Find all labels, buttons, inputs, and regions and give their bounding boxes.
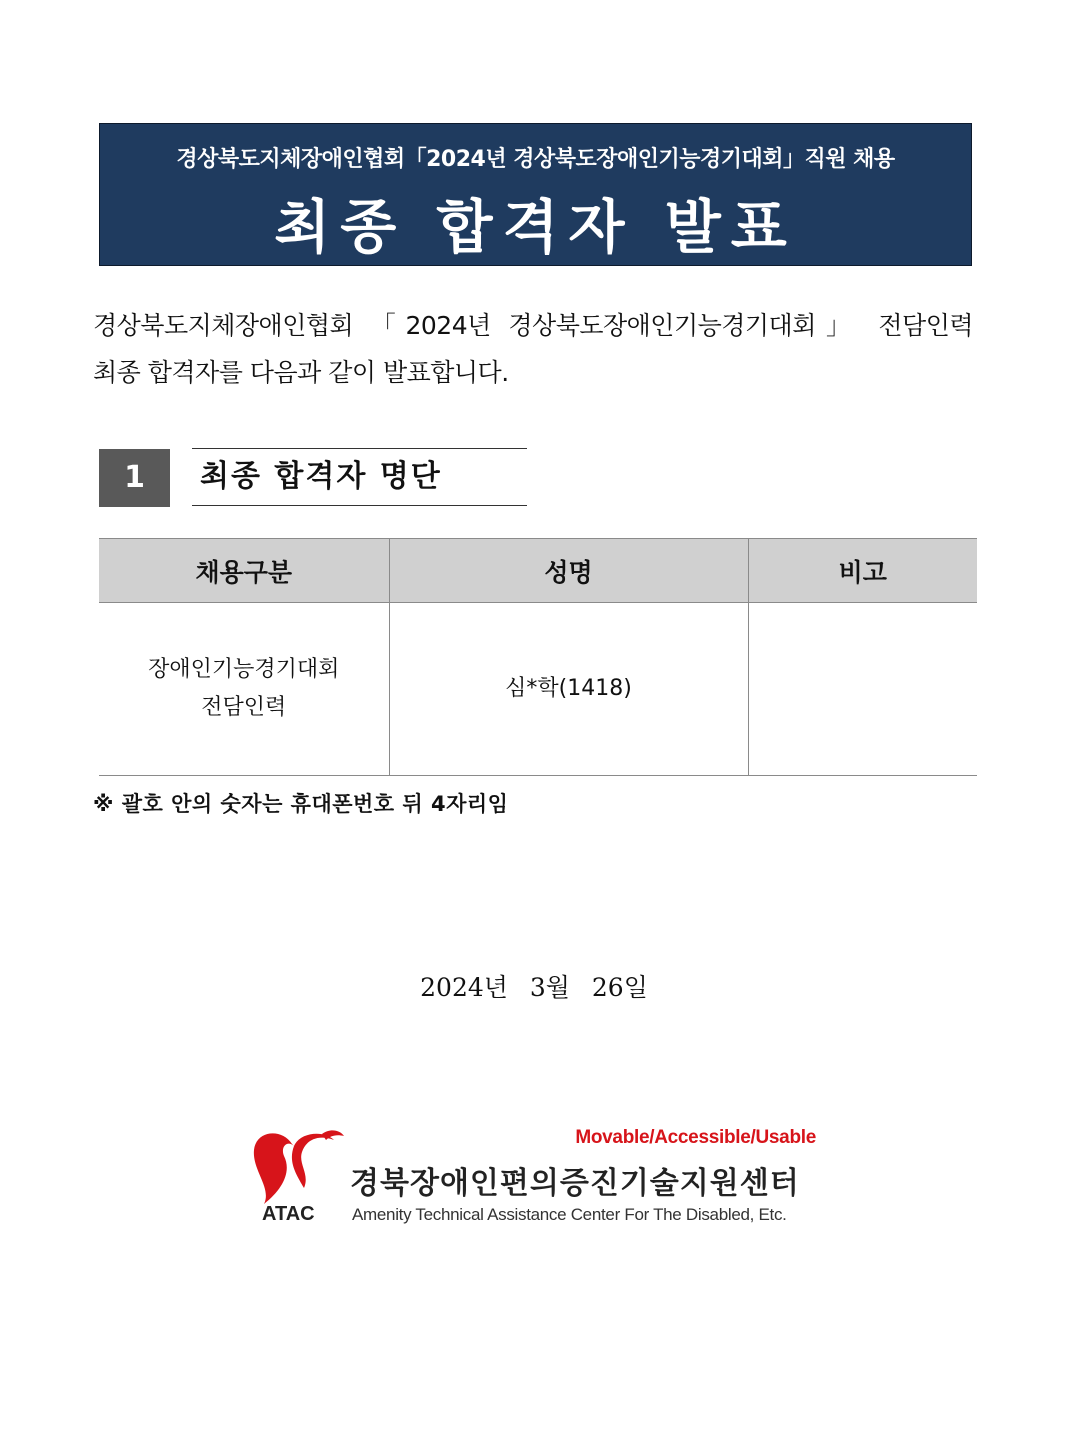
- cell-remark: [748, 603, 977, 776]
- intro-line-2: 최종 합격자를 다음과 같이 발표합니다.: [93, 358, 509, 387]
- results-table: [99, 538, 977, 776]
- column-header-name: 성명: [389, 539, 748, 603]
- organization-logo: [248, 1124, 828, 1234]
- column-header-category: 채용구분: [99, 539, 389, 603]
- announcement-date: 2024년 3월 26일: [420, 973, 648, 1002]
- intro-paragraph: [93, 302, 973, 396]
- section-number-badge: 1: [99, 449, 170, 507]
- column-header-remark: 비고: [748, 539, 977, 603]
- heart-logo-icon: [248, 1124, 348, 1204]
- intro-line-1: 경상북도지체장애인협회 「2024년 경상북도장애인기능경기대회」 전담인력: [93, 311, 973, 340]
- title-subtitle: 경상북도지체장애인협회「2024년 경상북도장애인기능경기대회」직원 채용: [176, 147, 895, 172]
- cell-name: 심*학(1418): [389, 603, 748, 776]
- cell-category: [99, 603, 389, 776]
- logo-abbreviation: ATAC: [262, 1203, 315, 1225]
- logo-slogan: Movable/Accessible/Usable: [575, 1127, 816, 1148]
- footnote: ※ 괄호 안의 숫자는 휴대폰번호 뒤 4자리임: [93, 792, 509, 816]
- table-row: [99, 603, 977, 776]
- page-title: 최종 합격자 발표: [274, 193, 797, 261]
- organization-english-name: Amenity Technical Assistance Center For The Disabled, Etc.: [352, 1205, 787, 1224]
- cell-category-line-1: 장애인기능경기대회: [148, 657, 340, 682]
- section-title: 최종 합격자 명단: [192, 448, 527, 506]
- organization-name: 경북장애인편의증진기술지원센터: [350, 1166, 800, 1201]
- table-header-row: [99, 539, 977, 603]
- title-banner: [99, 123, 972, 266]
- cell-category-line-2: 전담인력: [201, 695, 287, 720]
